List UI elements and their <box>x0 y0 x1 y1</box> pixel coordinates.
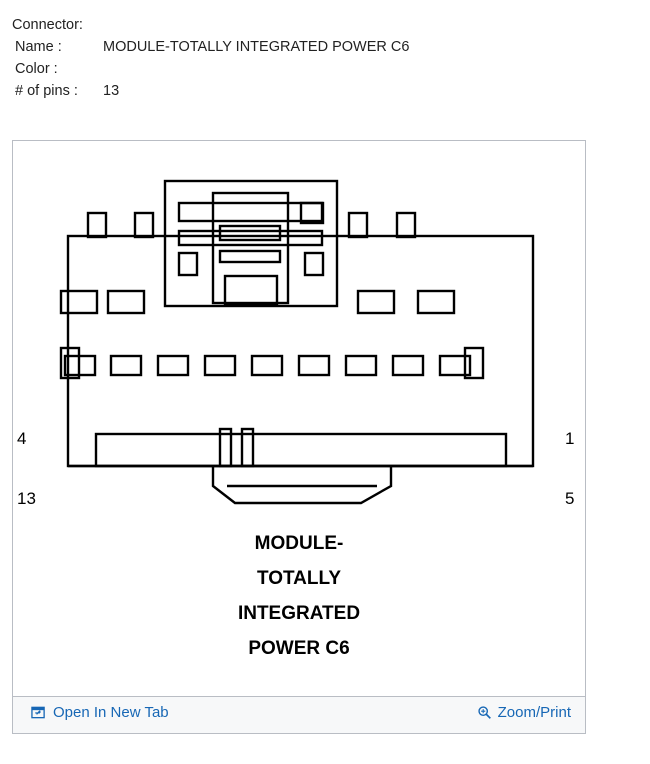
pin-number-top-left: 4 <box>17 429 27 448</box>
zoom-print-button[interactable] <box>477 704 571 721</box>
pins-value: 13 <box>103 83 120 99</box>
open-in-new-tab-label: Open In New Tab <box>53 704 169 721</box>
open-in-new-tab-button[interactable] <box>31 704 169 721</box>
connector-label: Connector: <box>12 17 83 33</box>
connector-caption <box>13 526 585 666</box>
name-value: MODULE-TOTALLY INTEGRATED POWER C6 <box>103 39 410 55</box>
pin-number-bottom-right: 5 <box>565 489 575 508</box>
connector-row <box>12 14 612 36</box>
zoom-print-label: Zoom/Print <box>497 704 571 721</box>
pins-label: # of pins : <box>15 83 78 99</box>
name-row <box>12 36 612 58</box>
connector-diagram <box>13 141 585 696</box>
caption-line-3: INTEGRATED <box>237 603 361 624</box>
caption-line-1: MODULE- <box>254 533 344 554</box>
pin-number-top-right: 1 <box>565 429 575 448</box>
color-label: Color : <box>15 61 58 77</box>
color-row <box>12 58 612 80</box>
caption-line-4: POWER C6 <box>248 638 350 659</box>
connector-info <box>12 14 612 102</box>
pins-row <box>12 80 612 102</box>
figure-action-bar <box>13 696 585 733</box>
name-label: Name : <box>15 39 62 55</box>
caption-line-2: TOTALLY <box>256 568 342 589</box>
connector-drawing-svg <box>13 141 585 541</box>
magnifier-icon <box>477 705 492 720</box>
new-window-icon <box>31 705 46 720</box>
pin-number-bottom-left: 13 <box>17 489 36 508</box>
connector-figure-frame <box>12 140 586 734</box>
